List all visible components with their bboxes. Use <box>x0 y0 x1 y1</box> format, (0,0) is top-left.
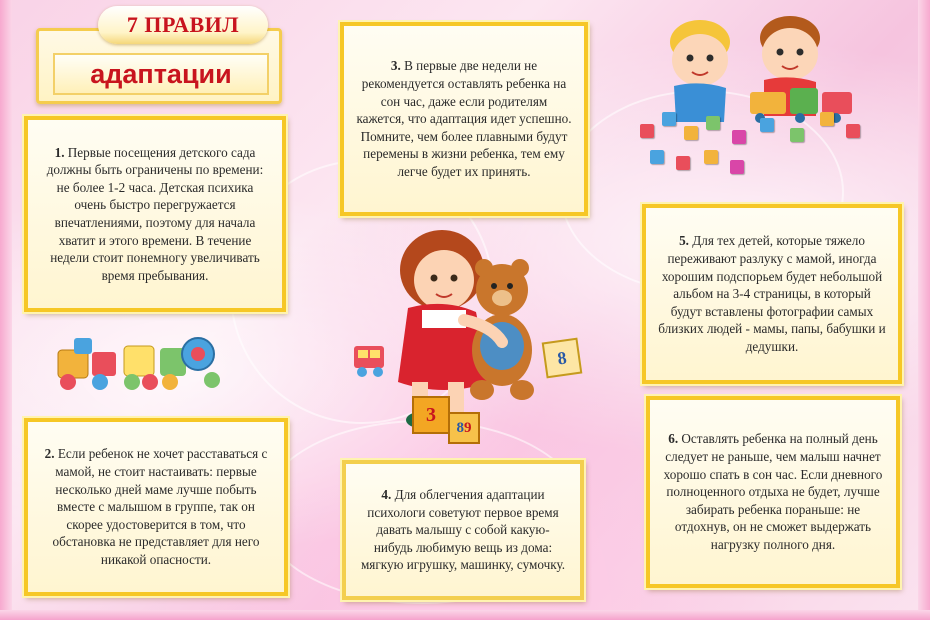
rule-4-number: 4. <box>381 487 392 503</box>
toy-cube <box>676 156 690 170</box>
block-8-right-label: 8 <box>556 346 568 369</box>
block-9-label: 9 <box>464 419 472 436</box>
title-seven-rules: 7 ПРАВИЛ <box>126 12 240 37</box>
rule-3-number: 3. <box>390 58 401 74</box>
rule-box-3 <box>340 22 588 216</box>
rule-1-text <box>40 144 270 285</box>
toy-cube <box>662 112 676 126</box>
rule-2-body: Если ребенок не хочет расставаться с мамой, не стоит настаивать: первые несколько дней маме лучше побыть вместе с малышом в группе, так он скорее удостоверится в том, что обстановка не представляет для него никакой опасности. <box>52 446 268 567</box>
rule-4-text <box>358 486 568 574</box>
rule-box-5 <box>642 204 902 384</box>
toy-cube <box>820 112 834 126</box>
toy-cube <box>704 150 718 164</box>
rule-6-body: Оставлять ребенка на полный день следует не раньше, чем малыш начнет хорошо спать в сон час. Если дневного полноценного отдыха не будет, лучше забирать ребенка пораньше: не отдохнув, он не сможет выдержать нагрузку полного дня. <box>663 431 883 552</box>
toy-cube <box>846 124 860 138</box>
rule-2-number: 2. <box>44 446 55 462</box>
toy-cube <box>650 150 664 164</box>
toy-cube <box>730 160 744 174</box>
left-pink-border <box>0 0 12 620</box>
block-8-label: 8 <box>456 419 464 436</box>
number-block-3 <box>412 396 450 434</box>
rule-5-body: Для тех детей, которые тяжело переживают разлуку с мамой, иногда хорошим подспорьем будет небольшой альбом на 3-4 страницы, в который будут вставлены фотографии самых близких людей - мамы, папы, бабушки и дедушки. <box>658 233 886 354</box>
toy-cube <box>706 116 720 130</box>
number-block-8-right <box>542 338 583 379</box>
toy-cube <box>640 124 654 138</box>
right-pink-border <box>918 0 930 620</box>
toy-cube <box>732 130 746 144</box>
rule-2-text <box>40 445 272 568</box>
rule-3-body: В первые две недели не рекомендуется оставлять ребенка на сон час, даже если родителям кажется, что адаптация идет успешно. Помните, чем более плавными будут перемены в жизни ребенка, тем ему легче будет их принять. <box>356 58 572 179</box>
rule-5-text <box>658 232 886 355</box>
toy-train-illustration <box>48 330 228 396</box>
rule-box-6 <box>646 396 900 588</box>
title-adaptation: адаптации <box>90 58 232 89</box>
title-pill <box>98 6 268 44</box>
rule-1-body: Первые посещения детского сада должны быть ограничены по времени: не более 1-2 часа. Детская психика очень быстро перегружается впечатлениями, поэтому для начала хватит и этого времени. В течение недели стоит понемногу увеличивать время пребывания. <box>46 144 264 283</box>
bottom-pink-border <box>0 610 930 620</box>
rule-3-text <box>356 57 572 180</box>
rule-box-2 <box>24 418 288 596</box>
block-3-label: 3 <box>426 403 436 426</box>
rule-box-4 <box>342 460 584 600</box>
toy-cube <box>760 118 774 132</box>
rule-6-text <box>662 430 884 553</box>
rule-6-number: 6. <box>668 431 679 447</box>
rule-4-body: Для облегчения адаптации психологи советуют первое время давать малышу с собой какую-нибудь любимую вещь из дома: мягкую игрушку, машинку, сумочку. <box>360 487 566 573</box>
rule-1-number: 1. <box>54 144 65 160</box>
rule-5-number: 5. <box>679 233 689 249</box>
number-block-8 <box>448 412 480 444</box>
toy-cube <box>684 126 698 140</box>
boys-playing-with-blocks-illustration <box>630 8 890 184</box>
title-inner-banner <box>53 53 269 95</box>
toy-cube <box>790 128 804 142</box>
rule-box-1 <box>24 116 286 312</box>
